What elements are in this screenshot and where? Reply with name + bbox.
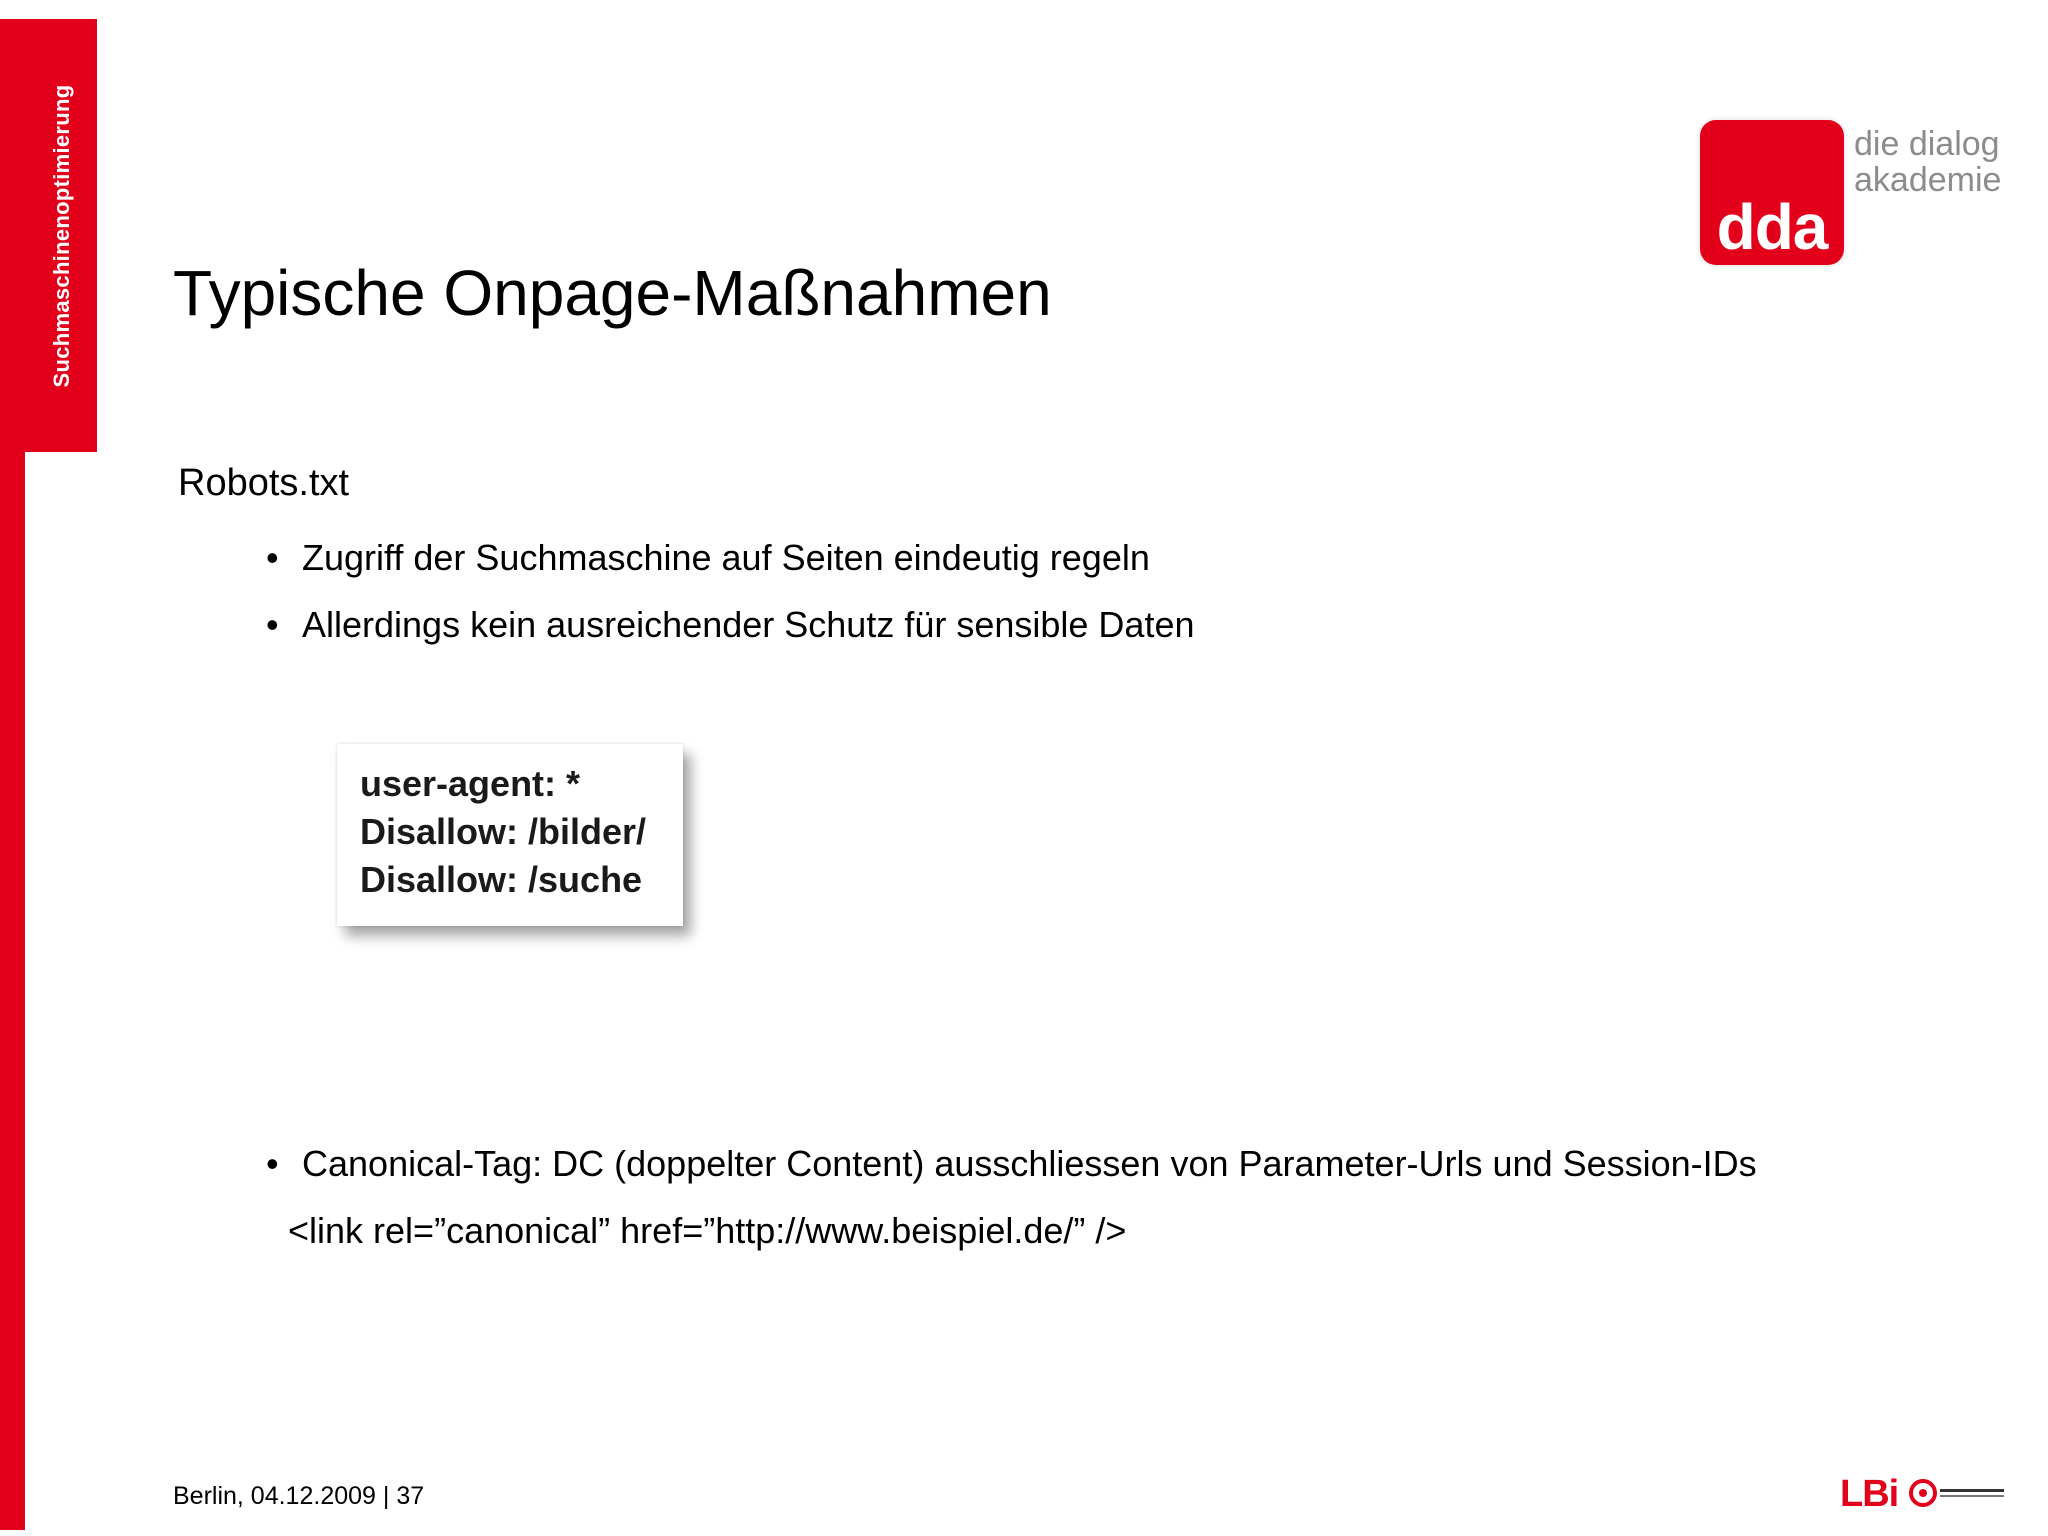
side-tab-label: Suchmaschinenoptimierung — [49, 84, 74, 388]
robots-line: Disallow: /bilder/ — [360, 811, 647, 852]
bullet-item — [266, 537, 1150, 579]
lbi-logo: LBi — [1840, 1473, 1899, 1515]
dda-logo-mark — [1700, 120, 1844, 265]
dda-logo-wordmark — [1854, 126, 2001, 198]
dda-logo-line-1: die dialog — [1854, 125, 2000, 163]
bullet-dot: • — [266, 604, 279, 645]
robots-example-lines — [360, 760, 646, 904]
bullet-item — [266, 604, 1195, 646]
bullet-text: Allerdings kein ausreichender Schutz für sensible Daten — [302, 604, 1195, 645]
robots-line: Disallow: /suche — [360, 859, 643, 900]
robots-line: user-agent: * — [360, 763, 581, 804]
bullet-text: Zugriff der Suchmaschine auf Seiten eindeutig regeln — [302, 537, 1150, 578]
dda-logo-line-2: akademie — [1854, 161, 2002, 199]
section-heading: Robots.txt — [178, 462, 350, 504]
bullet-dot: • — [266, 1143, 279, 1184]
bullet-text: Canonical-Tag: DC (doppelter Content) ausschliessen von Parameter-Urls und Session-IDs — [302, 1143, 1757, 1184]
canonical-example: <link rel=”canonical” href=”http://www.beispiel.de/” /> — [288, 1210, 1127, 1251]
robots-example-box — [337, 744, 683, 926]
bullet-item — [266, 1143, 1757, 1185]
partner-emblem-icon — [1908, 1476, 2008, 1510]
footer-text: Berlin, 04.12.2009 | 37 — [173, 1482, 425, 1510]
bullet-dot: • — [266, 537, 279, 578]
dda-logo-text: dda — [1716, 191, 1828, 263]
slide-title: Typische Onpage-Maßnahmen — [173, 257, 1052, 329]
